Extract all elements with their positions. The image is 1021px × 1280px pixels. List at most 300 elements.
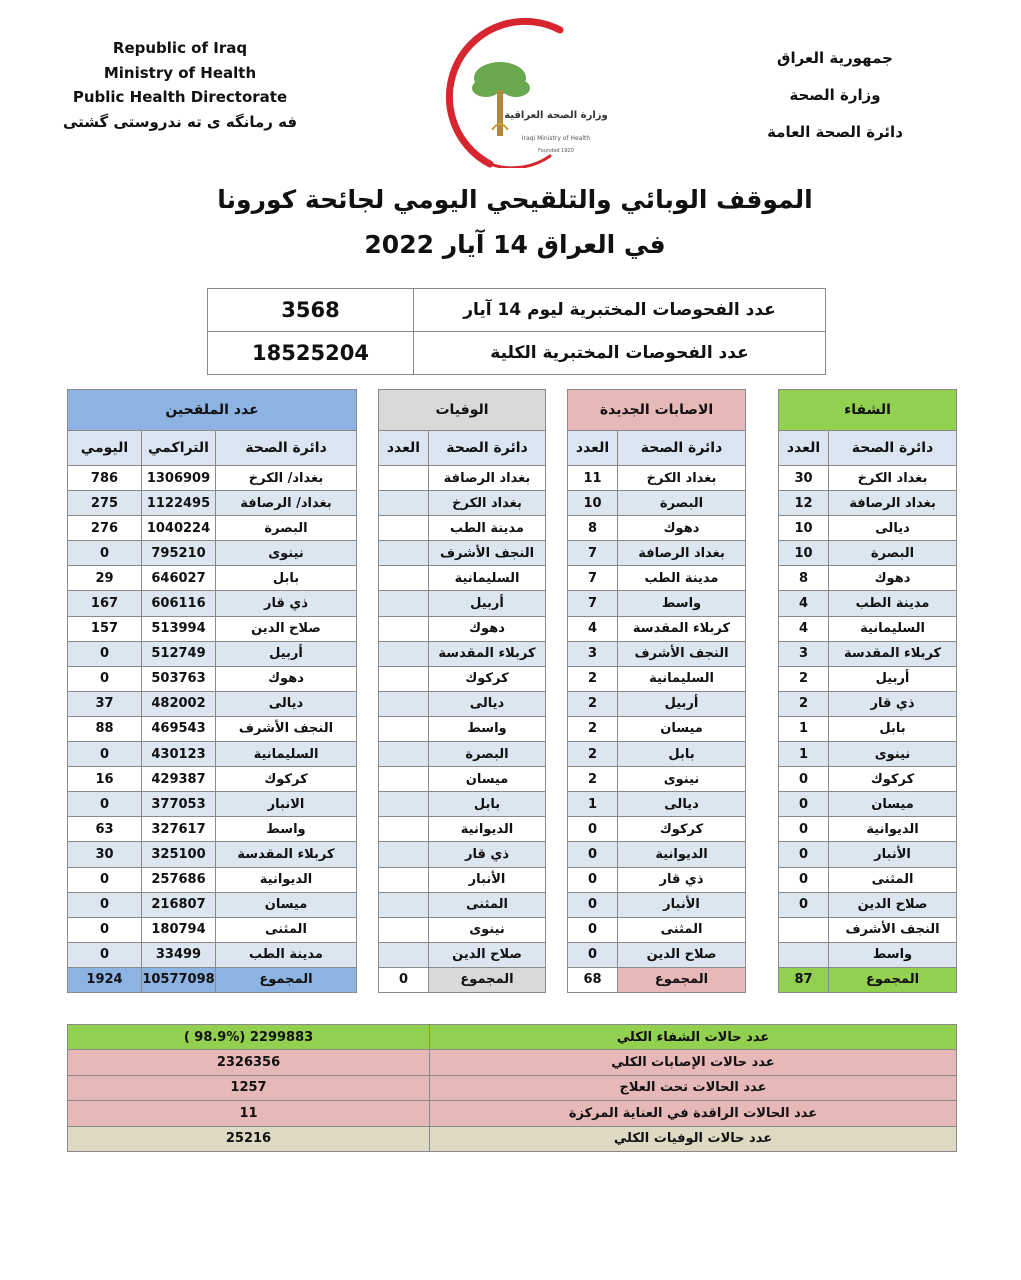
vac-daily-cell: 29	[68, 566, 142, 591]
rec-directorate-cell: مدينة الطب	[829, 591, 957, 616]
vac-cumulative-cell: 327617	[142, 817, 216, 842]
cas-count-cell: 0	[568, 942, 618, 967]
cas-count-cell: 0	[568, 892, 618, 917]
vac-directorate-cell: الديوانية	[216, 867, 357, 892]
vac-directorate-cell: بغداد/ الكرخ	[216, 466, 357, 491]
vac-cumulative-cell: 33499	[142, 942, 216, 967]
dea-count-cell	[379, 716, 429, 741]
dea-count-cell	[379, 641, 429, 666]
rec-count-header: العدد	[779, 431, 829, 466]
table-row	[68, 466, 957, 491]
summary-row-recovered	[68, 1025, 957, 1050]
cas-directorate-cell: بغداد الرصافة	[618, 541, 746, 566]
dea-directorate-cell: الديوانية	[429, 817, 546, 842]
page-subtitle: في العراق 14 آيار 2022	[364, 230, 666, 259]
rec-directorate-cell: نينوى	[829, 742, 957, 767]
rec-count-cell: 12	[779, 491, 829, 516]
table-row	[68, 917, 957, 942]
vac-cumulative-cell: 257686	[142, 867, 216, 892]
dea-count-cell	[379, 491, 429, 516]
vac-daily-cell: 0	[68, 742, 142, 767]
rec-count-cell: 0	[779, 892, 829, 917]
vac-cumulative-cell: 606116	[142, 591, 216, 616]
vac-daily-cell: 0	[68, 892, 142, 917]
vac-directorate-cell: أربيل	[216, 641, 357, 666]
cas-count-cell: 2	[568, 666, 618, 691]
cas-total-label: المجموع	[618, 967, 746, 992]
rec-count-cell: 8	[779, 566, 829, 591]
header-country-en: Republic of Iraq	[112, 39, 248, 57]
cas-directorate-cell: بابل	[618, 742, 746, 767]
column-gap	[546, 666, 568, 691]
rec-count-cell: 1	[779, 716, 829, 741]
cas-directorate-cell: كركوك	[618, 817, 746, 842]
vac-daily-cell: 275	[68, 491, 142, 516]
column-gap	[357, 942, 379, 967]
rec-total: 87	[779, 967, 829, 992]
dea-directorate-cell: ديالى	[429, 691, 546, 716]
summary-label: عدد الحالات الراقدة في العناية المركزة	[430, 1101, 957, 1126]
vac-cumulative-cell: 429387	[142, 767, 216, 792]
vac-directorate-cell: ميسان	[216, 892, 357, 917]
table-row	[68, 817, 957, 842]
table-row	[68, 942, 957, 967]
vac-cumulative-cell: 512749	[142, 641, 216, 666]
rec-count-cell: 0	[779, 792, 829, 817]
vac-daily-cell: 88	[68, 716, 142, 741]
provinces-table	[67, 389, 957, 993]
vac-cumulative-cell: 795210	[142, 541, 216, 566]
dea-count-cell	[379, 541, 429, 566]
vac-daily-cell: 0	[68, 792, 142, 817]
tests-daily-label: عدد الفحوصات المختبرية ليوم 14 آيار	[414, 289, 826, 332]
ministry-logo	[430, 18, 608, 168]
vac-directorate-cell: بابل	[216, 566, 357, 591]
rec-directorate-cell: السليمانية	[829, 616, 957, 641]
table-row	[68, 892, 957, 917]
dea-directorate-cell: النجف الأشرف	[429, 541, 546, 566]
vac-cumulative-cell: 180794	[142, 917, 216, 942]
cas-count-cell: 10	[568, 491, 618, 516]
summary-value: 25216	[68, 1126, 430, 1151]
column-gap	[546, 491, 568, 516]
column-gap	[746, 942, 779, 967]
column-gap	[357, 892, 379, 917]
totals-row	[68, 967, 957, 992]
rec-directorate-cell: بغداد الكرخ	[829, 466, 957, 491]
column-gap	[357, 842, 379, 867]
rec-directorate-cell: الديوانية	[829, 817, 957, 842]
vac-directorate-header: دائرة الصحة	[216, 431, 357, 466]
column-gap	[357, 691, 379, 716]
column-gap	[746, 767, 779, 792]
column-gap	[357, 967, 379, 992]
summary-value: 11	[68, 1101, 430, 1126]
vac-directorate-cell: النجف الأشرف	[216, 716, 357, 741]
vac-cumulative-cell: 646027	[142, 566, 216, 591]
cas-count-cell: 8	[568, 516, 618, 541]
group-header-row	[68, 390, 957, 431]
dea-count-cell	[379, 666, 429, 691]
tests-total-value: 18525204	[208, 332, 414, 375]
vac-directorate-cell: واسط	[216, 817, 357, 842]
dea-directorate-cell: السليمانية	[429, 566, 546, 591]
vac-directorate-cell: كركوك	[216, 767, 357, 792]
cas-count-cell: 7	[568, 541, 618, 566]
dea-count-cell	[379, 767, 429, 792]
dea-count-cell	[379, 867, 429, 892]
cas-directorate-cell: ميسان	[618, 716, 746, 741]
cas-count-cell: 0	[568, 817, 618, 842]
dea-count-cell	[379, 917, 429, 942]
vac-directorate-cell: الانبار	[216, 792, 357, 817]
summary-label: عدد الحالات تحت العلاج	[430, 1075, 957, 1100]
rec-count-cell: 0	[779, 867, 829, 892]
column-gap	[746, 691, 779, 716]
column-gap	[546, 641, 568, 666]
rec-directorate-cell: المثنى	[829, 867, 957, 892]
column-gap	[746, 967, 779, 992]
header-directorate-en: Public Health Directorate	[72, 88, 288, 106]
table-row	[68, 666, 957, 691]
tests-total-row	[208, 332, 826, 375]
vac-directorate-cell: صلاح الدين	[216, 616, 357, 641]
summary-row-deaths	[68, 1126, 957, 1151]
column-gap	[746, 742, 779, 767]
dea-directorate-cell: نينوى	[429, 917, 546, 942]
vac-cumulative-cell: 216807	[142, 892, 216, 917]
column-gap	[746, 491, 779, 516]
cas-count-cell: 0	[568, 917, 618, 942]
summary-row-cases	[68, 1050, 957, 1075]
cas-count-cell: 7	[568, 591, 618, 616]
dea-count-cell	[379, 942, 429, 967]
column-gap	[546, 516, 568, 541]
column-gap	[546, 867, 568, 892]
cas-directorate-cell: السليمانية	[618, 666, 746, 691]
column-gap	[546, 466, 568, 491]
vac-cumulative-cell: 469543	[142, 716, 216, 741]
column-gap	[357, 516, 379, 541]
rec-count-cell: 30	[779, 466, 829, 491]
logo-founded-text: Founded 1920	[538, 148, 574, 154]
vac-cumulative-cell: 513994	[142, 616, 216, 641]
cas-directorate-cell: ديالى	[618, 792, 746, 817]
vac-daily-cell: 157	[68, 616, 142, 641]
cas-count-cell: 3	[568, 641, 618, 666]
header-ministry-en: Ministry of Health	[103, 63, 257, 82]
column-gap	[746, 666, 779, 691]
column-gap	[357, 466, 379, 491]
rec-count-cell: 3	[779, 641, 829, 666]
dea-count-cell	[379, 591, 429, 616]
tests-daily-row	[208, 289, 826, 332]
vac-cumulative-cell: 1122495	[142, 491, 216, 516]
column-gap	[546, 716, 568, 741]
dea-directorate-cell: المثنى	[429, 892, 546, 917]
column-gap	[746, 842, 779, 867]
tests-total-label: عدد الفحوصات المختبرية الكلية	[414, 332, 826, 375]
dea-directorate-cell: مدينة الطب	[429, 516, 546, 541]
cas-directorate-cell: النجف الأشرف	[618, 641, 746, 666]
lab-tests-table	[207, 288, 826, 375]
cas-directorate-header: دائرة الصحة	[618, 431, 746, 466]
summary-label: عدد حالات الوفيات الكلي	[430, 1126, 957, 1151]
vac-total-label: المجموع	[216, 967, 357, 992]
sub-header-row	[68, 431, 957, 466]
vac-directorate-cell: بغداد/ الرصافة	[216, 491, 357, 516]
summary-value: 2326356	[68, 1050, 430, 1075]
column-gap	[357, 792, 379, 817]
group-recovered: الشفاء	[779, 390, 957, 431]
group-new-cases: الاصابات الجديدة	[568, 390, 746, 431]
dea-directorate-cell: كركوك	[429, 666, 546, 691]
cas-total: 68	[568, 967, 618, 992]
column-gap	[746, 516, 779, 541]
cas-count-cell: 2	[568, 716, 618, 741]
dea-directorate-cell: ذي قار	[429, 842, 546, 867]
column-gap	[746, 716, 779, 741]
vac-daily-cell: 0	[68, 641, 142, 666]
column-gap	[746, 641, 779, 666]
vac-daily-cell: 0	[68, 942, 142, 967]
cas-directorate-cell: نينوى	[618, 767, 746, 792]
column-gap	[357, 541, 379, 566]
rec-directorate-cell: بابل	[829, 716, 957, 741]
table-row	[68, 641, 957, 666]
cas-count-cell: 7	[568, 566, 618, 591]
rec-directorate-header: دائرة الصحة	[829, 431, 957, 466]
summary-label: عدد حالات الشفاء الكلي	[430, 1025, 957, 1050]
dea-directorate-cell: بغداد الرصافة	[429, 466, 546, 491]
cas-count-cell: 1	[568, 792, 618, 817]
dea-directorate-cell: ميسان	[429, 767, 546, 792]
dea-directorate-cell: صلاح الدين	[429, 942, 546, 967]
vac-cumulative-header: التراكمي	[142, 431, 216, 466]
group-deaths: الوفيات	[379, 390, 546, 431]
column-gap	[746, 566, 779, 591]
header-ministry-ar: وزارة الصحة	[789, 86, 881, 104]
summary-label: عدد حالات الإصابات الكلي	[430, 1050, 957, 1075]
vac-daily-cell: 0	[68, 917, 142, 942]
table-row	[68, 691, 957, 716]
table-row	[68, 867, 957, 892]
vac-cumulative-cell: 503763	[142, 666, 216, 691]
vac-daily-cell: 16	[68, 767, 142, 792]
cas-count-header: العدد	[568, 431, 618, 466]
rec-count-cell: 0	[779, 767, 829, 792]
rec-directorate-cell: صلاح الدين	[829, 892, 957, 917]
summary-value: ( 98.9%) 2299883	[68, 1025, 430, 1050]
column-gap	[546, 942, 568, 967]
rec-count-cell: 0	[779, 842, 829, 867]
column-gap	[357, 491, 379, 516]
rec-count-cell: 2	[779, 691, 829, 716]
rec-count-cell: 4	[779, 616, 829, 641]
rec-directorate-cell: كربلاء المقدسة	[829, 641, 957, 666]
column-gap	[546, 591, 568, 616]
column-gap	[546, 917, 568, 942]
column-gap	[746, 591, 779, 616]
rec-count-cell	[779, 942, 829, 967]
vac-directorate-cell: البصرة	[216, 516, 357, 541]
summary-row-under-treatment	[68, 1075, 957, 1100]
table-row	[68, 541, 957, 566]
summary-table	[67, 1024, 957, 1152]
logo-english-text: Iraqi Ministry of Health	[521, 135, 591, 142]
vac-cumulative-cell: 1306909	[142, 466, 216, 491]
column-gap	[546, 842, 568, 867]
column-gap	[357, 767, 379, 792]
cas-directorate-cell: ذي قار	[618, 867, 746, 892]
rec-directorate-cell: النجف الأشرف	[829, 917, 957, 942]
rec-directorate-cell: الأنبار	[829, 842, 957, 867]
cas-count-cell: 4	[568, 616, 618, 641]
cas-count-cell: 2	[568, 767, 618, 792]
rec-total-label: المجموع	[829, 967, 957, 992]
dea-count-cell	[379, 616, 429, 641]
column-gap	[357, 742, 379, 767]
rec-directorate-cell: البصرة	[829, 541, 957, 566]
dea-count-cell	[379, 842, 429, 867]
column-gap	[546, 616, 568, 641]
vac-daily-cell: 0	[68, 666, 142, 691]
vac-cumulative-cell: 430123	[142, 742, 216, 767]
tests-daily-value: 3568	[208, 289, 414, 332]
dea-directorate-header: دائرة الصحة	[429, 431, 546, 466]
column-gap	[746, 817, 779, 842]
vac-daily-total: 1924	[68, 967, 142, 992]
rec-count-cell: 2	[779, 666, 829, 691]
dea-directorate-cell: واسط	[429, 716, 546, 741]
dea-directorate-cell: بابل	[429, 792, 546, 817]
cas-count-cell: 0	[568, 867, 618, 892]
vac-cumulative-total: 10577098	[142, 967, 216, 992]
table-row	[68, 616, 957, 641]
vac-directorate-cell: كربلاء المقدسة	[216, 842, 357, 867]
cas-directorate-cell: أربيل	[618, 691, 746, 716]
cas-directorate-cell: المثنى	[618, 917, 746, 942]
column-gap	[546, 691, 568, 716]
column-gap	[546, 892, 568, 917]
dea-count-cell	[379, 817, 429, 842]
vac-daily-cell: 0	[68, 541, 142, 566]
rec-count-cell: 1	[779, 742, 829, 767]
summary-value: 1257	[68, 1075, 430, 1100]
rec-directorate-cell: بغداد الرصافة	[829, 491, 957, 516]
vac-directorate-cell: مدينة الطب	[216, 942, 357, 967]
dea-total: 0	[379, 967, 429, 992]
column-gap	[546, 967, 568, 992]
logo-arabic-text: وزارة الصحة العراقية	[504, 110, 608, 121]
cas-count-cell: 2	[568, 691, 618, 716]
summary-row-icu	[68, 1101, 957, 1126]
vac-directorate-cell: ديالى	[216, 691, 357, 716]
table-row	[68, 491, 957, 516]
vac-directorate-cell: المثنى	[216, 917, 357, 942]
column-gap	[546, 566, 568, 591]
cas-directorate-cell: الديوانية	[618, 842, 746, 867]
column-gap	[357, 616, 379, 641]
table-row	[68, 516, 957, 541]
vac-directorate-cell: ذي قار	[216, 591, 357, 616]
table-row	[68, 716, 957, 741]
rec-directorate-cell: واسط	[829, 942, 957, 967]
rec-count-cell: 10	[779, 516, 829, 541]
rec-directorate-cell: كركوك	[829, 767, 957, 792]
rec-directorate-cell: ذي قار	[829, 691, 957, 716]
dea-count-header: العدد	[379, 431, 429, 466]
dea-directorate-cell: الأنبار	[429, 867, 546, 892]
dea-directorate-cell: أربيل	[429, 591, 546, 616]
header-country-ar: جمهورية العراق	[777, 49, 893, 67]
column-gap	[546, 792, 568, 817]
vac-daily-cell: 37	[68, 691, 142, 716]
column-gap	[546, 817, 568, 842]
cas-count-cell: 0	[568, 842, 618, 867]
rec-directorate-cell: ميسان	[829, 792, 957, 817]
column-gap	[746, 892, 779, 917]
dea-count-cell	[379, 566, 429, 591]
table-row	[68, 792, 957, 817]
vac-daily-cell: 63	[68, 817, 142, 842]
header-directorate-ar: دائرة الصحة العامة	[767, 123, 903, 141]
cas-directorate-cell: واسط	[618, 591, 746, 616]
group-vaccinated: عدد الملقحين	[68, 390, 357, 431]
dea-count-cell	[379, 466, 429, 491]
column-gap	[357, 917, 379, 942]
dea-directorate-cell: كربلاء المقدسة	[429, 641, 546, 666]
column-gap	[746, 917, 779, 942]
column-gap	[546, 742, 568, 767]
column-gap	[746, 466, 779, 491]
column-gap	[357, 817, 379, 842]
vac-cumulative-cell: 325100	[142, 842, 216, 867]
dea-count-cell	[379, 892, 429, 917]
dea-directorate-cell: دهوك	[429, 616, 546, 641]
header-directorate-ku: فه رمانگه ی ته ندروستی گشتی	[62, 112, 298, 131]
column-gap	[357, 716, 379, 741]
column-gap	[746, 867, 779, 892]
page-title: الموقف الوبائي والتلقيحي اليومي لجائحة كورونا	[217, 185, 813, 214]
vac-directorate-cell: دهوك	[216, 666, 357, 691]
table-row	[68, 566, 957, 591]
vac-directorate-cell: السليمانية	[216, 742, 357, 767]
vac-daily-cell: 30	[68, 842, 142, 867]
vac-cumulative-cell: 1040224	[142, 516, 216, 541]
column-gap	[746, 792, 779, 817]
column-gap	[357, 566, 379, 591]
cas-count-cell: 11	[568, 466, 618, 491]
cas-directorate-cell: البصرة	[618, 491, 746, 516]
dea-count-cell	[379, 516, 429, 541]
column-gap	[357, 641, 379, 666]
cas-directorate-cell: مدينة الطب	[618, 566, 746, 591]
vac-daily-header: اليومي	[68, 431, 142, 466]
dea-directorate-cell: البصرة	[429, 742, 546, 767]
column-gap	[357, 591, 379, 616]
header-left-block	[60, 36, 300, 134]
vac-daily-cell: 276	[68, 516, 142, 541]
table-row	[68, 591, 957, 616]
rec-count-cell	[779, 917, 829, 942]
column-gap	[546, 541, 568, 566]
vac-daily-cell: 786	[68, 466, 142, 491]
cas-count-cell: 2	[568, 742, 618, 767]
rec-count-cell: 10	[779, 541, 829, 566]
vac-cumulative-cell: 377053	[142, 792, 216, 817]
cas-directorate-cell: بغداد الكرخ	[618, 466, 746, 491]
